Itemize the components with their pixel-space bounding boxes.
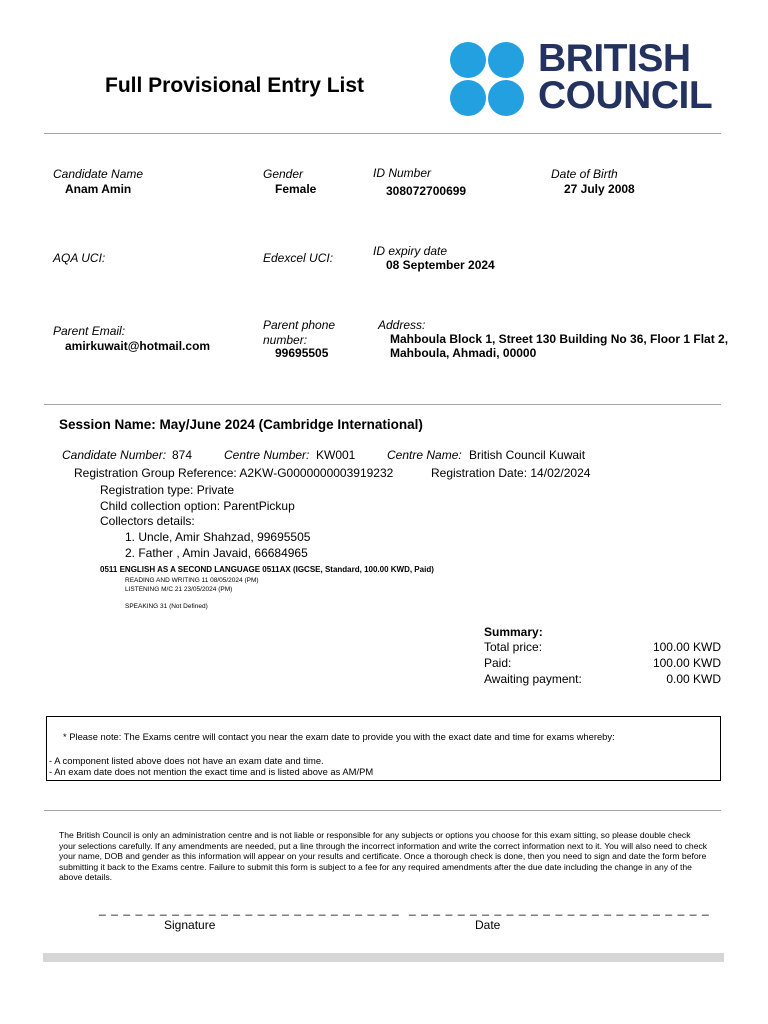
note-box — [46, 716, 721, 781]
id-expiry-label: ID expiry date — [373, 244, 448, 258]
candidate-number-value: 874 — [172, 448, 193, 462]
candidate-number-label: Candidate Number: — [62, 448, 167, 462]
date-label: Date — [475, 918, 501, 932]
registration-date: Registration Date: 14/02/2024 — [431, 466, 591, 480]
note-main: * Please note: The Exams centre will contact you near the exam date to provide you with the exact date and time for exams whereby: — [63, 731, 615, 742]
signature-line: _ _ _ _ _ _ _ _ _ _ _ _ _ _ _ _ _ _ _ _ _ _ _ _ _ — [99, 902, 400, 916]
id-number-value: 308072700699 — [386, 184, 467, 198]
id-number-label: ID Number — [373, 166, 432, 180]
logo-line1: BRITISH — [538, 37, 691, 80]
subject-entry: 0511 ENGLISH AS A SECOND LANGUAGE 0511AX (IGCSE, Standard, 100.00 KWD, Paid) — [100, 565, 434, 574]
collector-item: 1. Uncle, Amir Shahzad, 99695505 — [125, 530, 311, 544]
address-label: Address: — [378, 318, 426, 332]
parent-phone-value: 99695505 — [275, 346, 329, 360]
summary-paid-value: 100.00 KWD — [652, 656, 721, 670]
session-name: Session Name: May/June 2024 (Cambridge International) — [59, 417, 423, 432]
summary-heading: Summary: — [484, 625, 543, 639]
disclaimer-text: The British Council is only an administration centre and is not liable or responsible for any subjects or options you choose for this exam sitting, so please double check your selections carefully. If any amendments are needed, put a line through the incorrect information and write the correct information next to it. You will also need to check your name, DOB and gender as this information will appear on your results and certificate. Once a thorough check is done, then you need to sign and date the form before submitting it back to the Exams centre. Failure to submit this form is subject to a fee for any required amendments after the due date including the change in any of the above details. — [59, 830, 708, 883]
dob-label: Date of Birth — [551, 167, 618, 181]
divider — [44, 133, 721, 134]
parent-phone-label: Parent phone — [263, 318, 336, 332]
british-council-logo — [450, 37, 720, 118]
registration-type: Registration type: Private — [100, 483, 235, 497]
registration-group-reference: Registration Group Reference: A2KW-G0000000003919232 — [74, 466, 394, 480]
gender-label: Gender — [263, 167, 304, 181]
logo-wordmark — [538, 37, 713, 117]
collectors-heading: Collectors details: — [100, 514, 195, 528]
summary-paid-label: Paid: — [484, 656, 512, 670]
logo-line2: COUNCIL — [538, 74, 713, 117]
page-title: Full Provisional Entry List — [105, 74, 365, 97]
candidate-name: Anam Amin — [65, 182, 132, 196]
address-line2: Mahboula, Ahmadi, 00000 — [390, 346, 537, 360]
candidate-name-label: Candidate Name — [53, 167, 144, 181]
dob-value: 27 July 2008 — [564, 182, 635, 196]
parent-email-label: Parent Email: — [53, 324, 126, 338]
date-line: _ _ _ _ _ _ _ _ _ _ _ _ _ _ _ _ _ _ _ _ _ _ _ _ _ — [409, 902, 710, 916]
footer-bar — [43, 953, 724, 962]
aqa-uci-label: AQA UCI: — [53, 251, 106, 265]
gender-value: Female — [275, 182, 317, 196]
child-collection-option: Child collection option: ParentPickup — [100, 499, 295, 513]
summary-total-value: 100.00 KWD — [652, 640, 721, 654]
logo-circles-icon — [450, 42, 526, 118]
divider — [44, 404, 721, 405]
note-bullet: - A component listed above does not have an exam date and time. — [49, 755, 324, 766]
component-item: LISTENING M/C 21 23/05/2024 (PM) — [125, 586, 233, 593]
centre-number-label: Centre Number: — [224, 448, 310, 462]
component-speaking: SPEAKING 31 (Not Defined) — [125, 603, 208, 610]
centre-name-value: British Council Kuwait — [469, 448, 586, 462]
address-line1: Mahboula Block 1, Street 130 Building No 36, Floor 1 Flat 2, — [390, 332, 729, 346]
collector-item: 2. Father , Amin Javaid, 66684965 — [125, 546, 308, 560]
parent-email-value: amirkuwait@hotmail.com — [65, 339, 211, 353]
parent-phone-label-cont: number: — [263, 333, 308, 347]
note-bullet: - An exam date does not mention the exact time and is listed above as AM/PM — [49, 766, 374, 777]
signature-label: Signature — [164, 918, 216, 932]
centre-number-value: KW001 — [316, 448, 356, 462]
edexcel-uci-label: Edexcel UCI: — [263, 251, 334, 265]
summary-awaiting-label: Awaiting payment: — [484, 672, 582, 686]
summary-awaiting-value: 0.00 KWD — [666, 672, 721, 686]
divider — [44, 810, 721, 811]
summary-total-label: Total price: — [484, 640, 543, 654]
component-item: READING AND WRITING 11 08/05/2024 (PM) — [125, 577, 259, 584]
id-expiry-value: 08 September 2024 — [386, 258, 495, 272]
centre-name-label: Centre Name: — [387, 448, 462, 462]
